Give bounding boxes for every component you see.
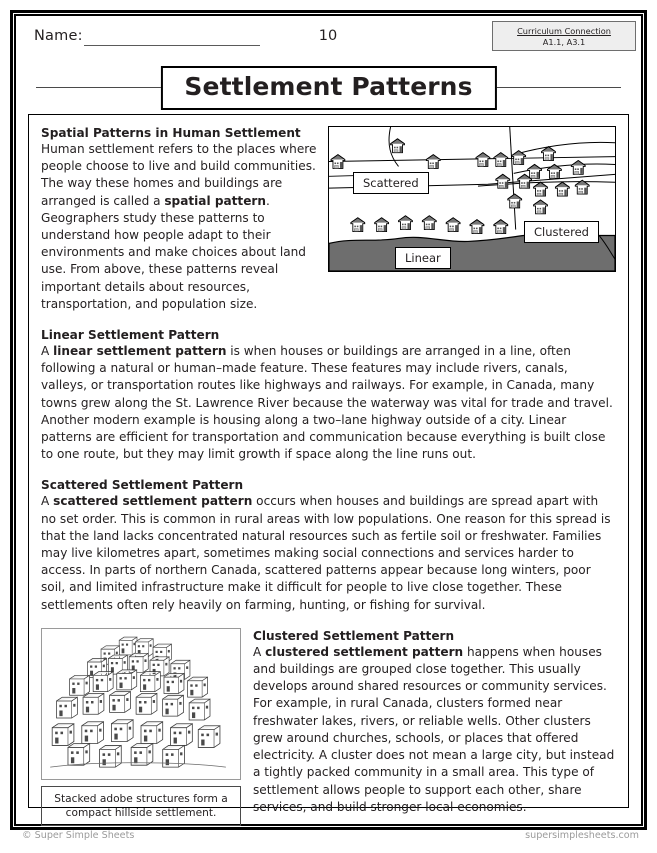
name-write-line[interactable] xyxy=(84,45,260,46)
intro-text-1: Human settlement refers to the places where people choose to live and build communities. The way these homes and buildings are arranged is called a xyxy=(41,142,317,208)
intro-bold-1: spatial pattern xyxy=(164,193,266,208)
name-label: Name: xyxy=(34,28,83,44)
diagram-label-clustered: Clustered xyxy=(524,221,599,243)
linear-paragraph xyxy=(41,343,616,463)
curriculum-connection-box xyxy=(492,21,636,51)
figure-caption: Stacked adobe structures form a compact hillside settlement. xyxy=(41,786,241,826)
curriculum-connection-codes: A1.1, A3.1 xyxy=(542,37,586,47)
settlement-patterns-diagram xyxy=(328,126,616,272)
scattered-text-1: A xyxy=(41,494,54,509)
adobe-village-illustration xyxy=(41,628,241,780)
scattered-text-2: occurs when houses and buildings are spread apart with no set order. This is common in rural areas with low populations. One reason for this spread is that the land lacks concentrated natural resources such as fertile soil or freshwater. Families may live kilometres apart, sometimes making social connections and services harder to access. In parts of northern Canada, scattered patterns appear because long winters, poor soil, and limited infrastructure make it difficult for people to live close together. These settlements often rely heavily on farming, hunting, or fishing for survival. xyxy=(41,494,611,612)
clustered-section xyxy=(41,628,616,819)
clustered-text-1: A xyxy=(253,644,266,659)
clustered-paragraph xyxy=(253,644,616,816)
spacer-1 xyxy=(41,313,616,327)
page-title-box xyxy=(160,66,496,110)
page-title-area xyxy=(16,66,641,108)
diagram-label-scattered: Scattered xyxy=(353,172,429,194)
linear-text-2: is when houses or buildings are arranged in a line, often following a natural or human–made feature. These features may include rivers, canals, valleys, or transportation routes like highways and railways. For example, in Canada, many towns grew along the St. Lawrence River because the waterway was vital for trade and travel. Another modern example is housing along a two–lane highway outside of a city. Linear patterns are efficient for transportation and communication because everything is built close to one route, but they may limit growth if space along the line runs out. xyxy=(41,344,613,462)
page-footer xyxy=(14,830,643,846)
page-title: Settlement Patterns xyxy=(184,72,473,101)
footer-copyright: © Super Simple Sheets xyxy=(22,830,135,841)
intro-text-2: . Geographers study these patterns to understand how people adapt to their environments and make choices about land use. From above, these patterns reveal important details about resources, transportation, and population size. xyxy=(41,193,306,311)
adobe-village-drawing xyxy=(42,629,240,779)
linear-bold-1: linear settlement pattern xyxy=(53,344,227,359)
clustered-text-column xyxy=(253,628,616,816)
intro-paragraph xyxy=(41,141,319,313)
clustered-bold-1: clustered settlement pattern xyxy=(265,644,464,659)
curriculum-connection-title: Curriculum Connection xyxy=(517,26,611,36)
scattered-bold-1: scattered settlement pattern xyxy=(53,494,253,509)
content-panel xyxy=(28,114,629,819)
scattered-heading: Scattered Settlement Pattern xyxy=(41,478,244,493)
page-number: 10 xyxy=(318,28,338,44)
scattered-paragraph xyxy=(41,493,616,613)
clustered-heading: Clustered Settlement Pattern xyxy=(253,628,455,643)
worksheet-page xyxy=(14,14,643,826)
linear-heading: Linear Settlement Pattern xyxy=(41,328,220,343)
footer-website: supersimplesheets.com xyxy=(525,830,639,841)
diagram-drawing xyxy=(329,127,615,271)
intro-section xyxy=(41,125,616,313)
diagram-label-linear: Linear xyxy=(395,247,451,269)
spacer-2 xyxy=(41,463,616,477)
adobe-figure xyxy=(41,628,241,826)
intro-heading: Spatial Patterns in Human Settlement xyxy=(41,126,301,140)
worksheet-header xyxy=(16,16,641,62)
clustered-text-2: happens when houses and buildings are grouped close together. This usually develops around shared resources or community services. For example, in rural Canada, clusters formed near freshwater lakes, rivers, or reliable wells. Other clusters grew around churches, schools, or places that offered electricity. A cluster does not mean a large city, but instead a tightly packed community in a small area. This type of settlement allows people to support each other, share services, and build stronger local economies. xyxy=(253,644,615,814)
linear-text-1: A xyxy=(41,344,54,359)
